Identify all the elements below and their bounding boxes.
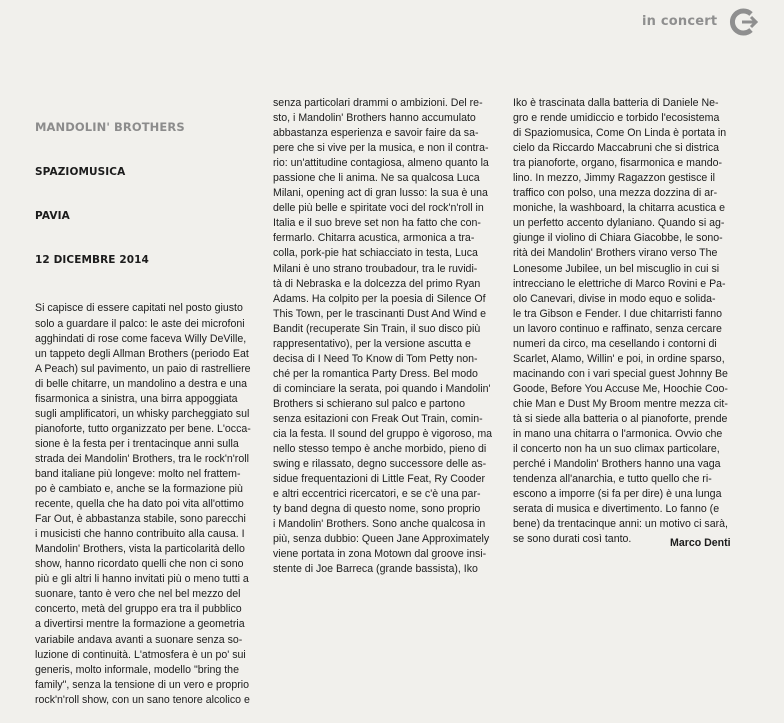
- text-line: band italiane più longeve: molto nel frattem-: [35, 467, 241, 480]
- text-line: fermarlo. Chitarra acustica, armonica a tra-: [273, 232, 475, 245]
- text-line: luzione di continuità. L'atmosfera è un po' sui: [35, 648, 246, 661]
- venue: SPAZIOMUSICA: [35, 166, 126, 179]
- text-line: tà di Nebraska e la dolcezza del primo Ryan: [273, 277, 481, 290]
- text-line: di Spaziomusica, Come On Linda è portata in: [513, 127, 727, 140]
- text-line: serata di musica e divertimento. Lo fanno (e: [513, 503, 720, 516]
- text-line: traffico con polso, una mezza dozzina di ar-: [513, 187, 718, 200]
- text-line: chie Man e Dust My Broom mentre mezza cit-: [513, 397, 728, 410]
- text-line: se sono durati così tanto.: [513, 533, 632, 546]
- text-line: cielo da Riccardo Maccabruni che si districa: [513, 142, 720, 155]
- text-line: nello stesso tempo è anche morbido, pieno di: [273, 443, 487, 456]
- text-line: rock'n'roll show, con un sano tenore alcolico e: [35, 693, 250, 706]
- text-line: più e gli altri li hanno invitati più o meno tutti a: [35, 573, 249, 586]
- text-line: Milani è uno strano troubadour, tra le ruvidi-: [273, 262, 478, 275]
- text-line: a divertirsi mentre la formazione a geometria: [35, 618, 245, 631]
- text-line: strada dei Mandolin' Brothers, tra le rock'n'roll: [35, 452, 249, 465]
- text-line: pere che si vive per la musica, e non il contra-: [273, 142, 489, 155]
- text-line: lino. In mezzo, Jimmy Ragazzon gestisce il: [513, 172, 715, 185]
- text-line: un tappeto degli Allman Brothers (periodo Eat: [35, 347, 249, 360]
- text-line: Mandolin' Brothers, vista la particolarità dello: [35, 543, 245, 556]
- text-line: viene portata in zona Motown dal groove insi-: [273, 548, 487, 561]
- text-line: Bandit (recuperate Sin Train, il suo disco più: [273, 322, 481, 335]
- text-line: Italia e il suo breve set non ha fatto che con-: [273, 217, 481, 230]
- text-line: macinando con i vari special guest Johnny Be: [513, 367, 728, 380]
- text-line: rappresentativo), per la versione ascutta e: [273, 337, 471, 350]
- text-line: generis, molto informale, modello "bring the: [35, 663, 239, 676]
- text-line: gro e rende umidiccio e torbido l'ecosistema: [513, 112, 720, 125]
- text-line: Iko è trascinata dalla batteria di Daniele Ne-: [513, 97, 719, 109]
- text-line: sugli amplificatori, un whisky parcheggiato sul: [35, 407, 250, 420]
- author-signature: Marco Denti: [670, 537, 731, 549]
- text-line: colla, pork-pie hat schiacciato in testa, Luca: [273, 247, 478, 260]
- text-line: agghindati di rose come faceva Willy DeVille,: [35, 332, 247, 345]
- text-line: pianoforte, tutto organizzato per bene. L'occa-: [35, 422, 251, 435]
- section-label: in concert: [642, 14, 718, 29]
- text-line: tà si siede alla batteria o al pianoforte, prende: [513, 412, 728, 425]
- text-line: Far Out, è abbastanza stabile, sono parecchi: [35, 513, 246, 526]
- text-line: tendenza all'anarchia, e tutto quello che ri-: [513, 473, 712, 486]
- text-line: Si capisce di essere capitati nel posto giusto: [35, 302, 243, 315]
- text-line: i musicisti che hanno contribuito alla causa. I: [35, 528, 245, 541]
- article-column-3: [513, 96, 740, 547]
- text-line: ty band degna di questo nome, sono proprio: [273, 503, 481, 516]
- text-line: solo a guardare il palco: le aste dei microfoni: [35, 317, 245, 330]
- text-line: il concerto non ha un suo climax particolare,: [513, 443, 720, 456]
- text-line: giunge il violino di Chiara Giacobbe, le sono-: [513, 232, 723, 245]
- c-arrow-logo-icon: [728, 7, 758, 37]
- text-line: decisa di I Need To Know di Tom Petty non-: [273, 352, 478, 365]
- text-line: abbastanza esperienza e savoir faire da sa-: [273, 127, 479, 140]
- text-line: Scarlet, Alamo, Willin' e poi, in ordine sparso,: [513, 352, 725, 365]
- text-line: un perfetto accento dylaniano. Quando si ag-: [513, 217, 725, 230]
- column-1-body: [35, 301, 262, 707]
- text-line: intrecciano le elettriche di Marco Rovini e Pa-: [513, 277, 726, 290]
- text-line: senza particolari drammi o ambizioni. Del re-: [273, 97, 483, 109]
- text-line: Brothers si schierano sul palco e partono: [273, 397, 465, 410]
- text-line: escono a imporre (si fa per dire) è una lunga: [513, 488, 722, 501]
- text-line: rità dei Mandolin' Brothers virano verso The: [513, 247, 718, 260]
- text-line: swing e rilassato, degno successore delle as-: [273, 458, 487, 471]
- text-line: sto, i Mandolin' Brothers hanno accumulato: [273, 112, 476, 125]
- text-line: recente, quella che ha dato poi vita all'ottimo: [35, 498, 244, 511]
- text-line: rio: un'attitudine contagiosa, almeno quanto la: [273, 157, 489, 170]
- text-line: di belle chitarre, un mandolino a destra e una: [35, 377, 248, 390]
- article-column-2: [273, 96, 500, 578]
- text-line: cia la festa. Il sound del gruppo è vigoroso, ma: [273, 428, 493, 441]
- text-line: in mano una chitarra o l'armonica. Ovvio che: [513, 428, 723, 441]
- text-line: moniche, la washboard, la chitarra acustica e: [513, 202, 725, 215]
- text-line: tra pianoforte, organo, fisarmonica e mando-: [513, 157, 723, 170]
- text-line: Goode, Before You Accuse Me, Hoochie Coo-: [513, 382, 728, 395]
- text-line: le tra Gibson e Fender. I due chitarristi fanno: [513, 307, 723, 320]
- article-column-1: [35, 90, 262, 723]
- text-line: show, hanno ricordato quelli che non ci sono: [35, 558, 244, 571]
- text-line: family", senza la tensione di un vero e proprio: [35, 678, 249, 691]
- text-line: variabile andava avanti a suonare senza so-: [35, 633, 243, 646]
- city: PAVIA: [35, 210, 70, 223]
- text-line: Adams. Ha colpito per la poesia di Silence Of: [273, 292, 486, 305]
- band-title: MANDOLIN' BROTHERS: [35, 120, 185, 135]
- text-line: un lavoro continuo e raffinato, senza cercare: [513, 322, 722, 335]
- text-line: suonare, tanto è vero che nel bel mezzo del: [35, 588, 241, 601]
- text-line: ché per la romantica Party Dress. Bel modo: [273, 367, 478, 380]
- text-line: fisarmonica a sinistra, una birra appoggiata: [35, 392, 238, 405]
- text-line: senza esitazioni con Freak Out Train, comin-: [273, 412, 483, 425]
- text-line: di cominciare la serata, poi quando i Mandolin': [273, 382, 491, 395]
- text-line: bene) da trentacinque anni: un motivo ci sarà,: [513, 518, 728, 531]
- text-line: This Town, per le trascinanti Dust And Wind e: [273, 307, 486, 320]
- text-line: più, senza dubbio: Queen Jane Approximately: [273, 533, 490, 546]
- text-line: stente di Joe Barreca (grande bassista), Iko: [273, 563, 478, 576]
- text-line: po è cambiato e, anche se la formazione più: [35, 483, 243, 496]
- text-line: concerto, metà del gruppo era tra il pubblico: [35, 603, 242, 616]
- text-line: A Peach) sul pavimento, un paio di rastrelliere: [35, 362, 251, 375]
- concert-date: 12 DICEMBRE 2014: [35, 254, 149, 267]
- text-line: e altri eccentrici ricercatori, e se c'è una par-: [273, 488, 481, 501]
- text-line: perché i Mandolin' Brothers hanno una vaga: [513, 458, 721, 471]
- text-line: numeri da circo, ma cesellando i contorni di: [513, 337, 717, 350]
- text-line: passione che li anima. Ne sa qualcosa Luca: [273, 172, 480, 185]
- text-line: sidue frequentazioni di Little Feat, Ry Cooder: [273, 473, 485, 486]
- text-line: i Mandolin' Brothers. Sono anche qualcosa in: [273, 518, 486, 531]
- text-line: Lonesome Jubilee, un bel miscuglio in cui si: [513, 262, 720, 275]
- text-line: delle più belle e spiritate voci del rock'n'roll in: [273, 202, 484, 215]
- text-line: Milani, opening act di gran lusso: la sua è una: [273, 187, 488, 200]
- text-line: sione è la festa per i trentacinque anni sulla: [35, 437, 239, 450]
- text-line: olo Canevari, divise in modo equo e solida-: [513, 292, 716, 305]
